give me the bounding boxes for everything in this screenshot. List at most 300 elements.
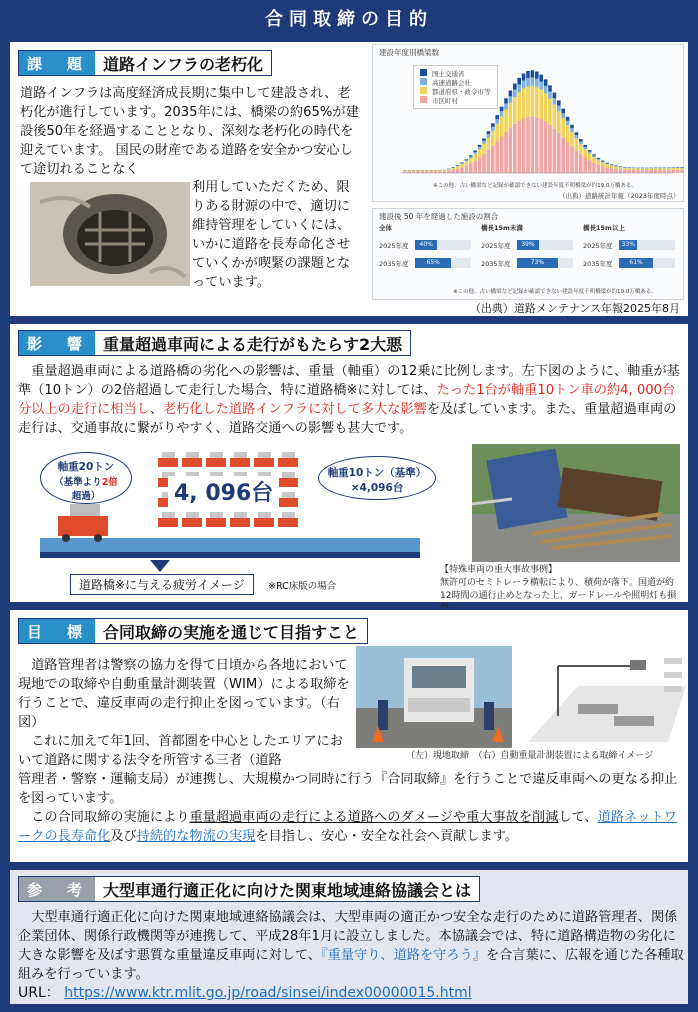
histogram-bar-segment (531, 70, 535, 77)
histogram-bar-segment (539, 81, 543, 89)
histogram-bar-segment (522, 88, 526, 118)
histogram-bar-segment (495, 141, 499, 173)
small-truck-icon (278, 458, 298, 467)
accident-caption-text: 無許可のセミトレーラ横転により、積荷が落下。国道が約12時間の通行止めとなった上、ガードレールや照明灯も損 (440, 578, 677, 601)
ratio-group (481, 223, 577, 268)
deteriorated-deck-photo (30, 182, 190, 286)
ratio-bar-track (415, 258, 471, 268)
histogram-bar-segment (570, 125, 574, 128)
histogram-bar-segment (495, 124, 499, 141)
histogram-bar-segment (548, 99, 552, 125)
histogram-bar-segment (579, 154, 583, 173)
ratio-group (379, 223, 475, 268)
histogram-bar-segment (592, 157, 596, 163)
histogram-bar-segment (645, 170, 649, 173)
histogram-bar-segment (487, 150, 491, 173)
histogram-bar-segment (504, 98, 508, 103)
histogram-bar-segment (649, 168, 653, 170)
small-truck-load (258, 512, 271, 518)
impact-heading: 重量超過車両による走行がもたらす2大悪 (103, 334, 403, 354)
histogram-bar-segment (539, 119, 543, 173)
histogram-bar-segment (447, 171, 451, 173)
histogram-bar-segment (632, 170, 636, 173)
histogram-bar-segment (473, 154, 477, 161)
histogram-bar-segment (610, 166, 614, 169)
section-impact (8, 322, 690, 604)
ratio-year: 2025年度 (481, 241, 511, 250)
histogram-bar-segment (654, 168, 658, 170)
small-truck-load (210, 452, 223, 458)
histogram-bar-segment (676, 168, 680, 170)
histogram-bar-segment (451, 168, 455, 170)
histogram-bar-segment (456, 165, 460, 166)
legend-swatch-expressway (420, 78, 427, 85)
legend-prefecture: 都道府県・政令市等 (432, 88, 491, 96)
histogram-bar-segment (676, 170, 680, 173)
ratio-group-title: 橋長15m以上 (583, 224, 625, 232)
histogram-bar-segment (517, 78, 521, 85)
histogram-bar-segment (539, 89, 543, 119)
histogram-bar-segment (531, 117, 535, 173)
histogram-bar-segment (570, 132, 574, 146)
histogram-bar-segment (522, 74, 526, 81)
small-truck-icon (182, 458, 202, 467)
histogram-bar-segment (504, 104, 508, 110)
histogram-bar-segment (680, 168, 684, 170)
histogram-bar-segment (491, 131, 495, 146)
histogram-bar-segment (605, 167, 609, 173)
histogram-bar-segment (614, 166, 618, 167)
small-truck-icon (158, 458, 178, 467)
impact-emphasis-2: 老朽化した道路インフラに対して多大な影響 (163, 402, 427, 417)
reference-tag-label: 参 考 (19, 877, 95, 901)
histogram-bar-segment (610, 168, 614, 173)
ratio-bar: 73% (517, 258, 558, 268)
histogram-bar-segment (619, 167, 623, 169)
histogram-bar-segment (429, 170, 433, 171)
histogram-bar-segment (561, 118, 565, 137)
ratio-bar: 61% (619, 258, 653, 268)
goal-paragraph-2b: 管理者・警察・運輸支局）が連携し、大規模かつ同時に行う『合同取締』を行うことで違反車両への更なる抑止を図っています。 (18, 772, 678, 806)
histogram-bar-segment (438, 170, 442, 171)
goal-highlight-1: 道路ネットワークの長寿命化 (18, 810, 677, 844)
histogram-bar-segment (535, 117, 539, 173)
histogram-bar-segment (407, 170, 411, 171)
histogram-bar-segment (526, 86, 530, 117)
fatigue-label: 道路橋※に与える疲労イメージ (70, 574, 254, 595)
histogram-bar-segment (469, 155, 473, 156)
histogram-bar-segment (509, 128, 513, 173)
histogram-bar-segment (473, 161, 477, 173)
histogram-bar-segment (491, 146, 495, 173)
histogram-bar-segment (482, 138, 486, 140)
histogram-bar-segment (465, 165, 469, 173)
ratio-group (583, 223, 679, 268)
small-truck-icon (254, 458, 274, 467)
ratio-year: 2025年度 (583, 241, 613, 250)
histogram-bar-segment (526, 71, 530, 78)
bridge-count-chart (372, 44, 684, 202)
accident-photo (472, 444, 680, 562)
histogram-bar-segment (658, 168, 662, 170)
histogram-bar-segment (412, 170, 416, 171)
small-truck-icon (278, 478, 298, 487)
ratio-bar: 33% (619, 240, 637, 250)
histogram-bar-segment (548, 92, 552, 99)
histogram-bar-segment (641, 170, 645, 173)
legend-swatch-mlit (420, 69, 427, 76)
histogram-bar-segment (403, 170, 407, 171)
histogram-bar-segment (513, 90, 517, 97)
histogram-bar-segment (535, 72, 539, 79)
standard-axle-bubble: 軸重10トン（基準） ×4,096台 (318, 456, 436, 500)
small-truck-load (162, 512, 175, 518)
histogram-bar-segment (447, 169, 451, 170)
histogram-bar-segment (539, 75, 543, 82)
reference-tag (18, 876, 480, 902)
goal-underline: 重量超過車両の走行による道路へのダメージや重大事故を削減 (189, 810, 559, 825)
histogram-bar-segment (491, 127, 495, 131)
histogram-bar-segment (465, 160, 469, 161)
small-truck-icon (230, 458, 250, 467)
histogram-bar-segment (583, 158, 587, 173)
histogram-bar-segment (544, 79, 548, 86)
histogram-bar-segment (509, 96, 513, 103)
bridge-chart-source: （出典）道路統計年報（2023年度時点） (559, 192, 680, 200)
histogram-bar-segment (645, 168, 649, 170)
legend-swatch-municipal (420, 96, 427, 103)
ratio-bar-track (619, 258, 675, 268)
histogram-bar-segment (478, 147, 482, 149)
histogram-bar-segment (566, 125, 570, 142)
ratio-bar-track (619, 240, 675, 250)
histogram-bar-segment (544, 93, 548, 121)
histogram-bar-segment (535, 87, 539, 117)
histogram-bar-segment (566, 121, 570, 125)
histogram-bar-segment (509, 103, 513, 128)
histogram-bar-segment (597, 160, 601, 165)
goal-highlight-2: 持続的な物流の実現 (136, 829, 256, 844)
bridge-chart-title: 建設年度別橋梁数 (379, 48, 439, 57)
histogram-bar-segment (583, 145, 587, 147)
histogram-bar-segment (579, 141, 583, 144)
histogram-bar-segment (601, 161, 605, 162)
histogram-bar-segment (469, 157, 473, 158)
histogram-bar-segment (526, 78, 530, 86)
histogram-bar-segment (575, 151, 579, 173)
histogram-bar-segment (557, 105, 561, 111)
fatigue-note: ※RC床版の場合 (268, 581, 337, 592)
ratio-group-title: 橋長15m未満 (481, 224, 523, 232)
reference-paragraph: 大型車通行適正化に向けた関東地域連絡協議会は、大型車両の適正かつ安全な走行のために道路管理者、関係企業団体、関係行政機関等が連携して、平成28年1月に設立しました。本協議会では、特に道路構造物の劣化に大きな影響を及ぼす悪質な重量違反車両に対して、『重量守り、道路を守ろう』を合言葉に、広報を通じた各種取組みを行っています。 (18, 910, 684, 982)
histogram-bar-segment (579, 139, 583, 141)
histogram-bar-segment (526, 117, 530, 173)
small-truck-icon (182, 518, 202, 527)
histogram-bar-segment (601, 161, 605, 162)
histogram-bar-segment (605, 164, 609, 167)
histogram-bar-segment (588, 160, 592, 173)
bridge-chart-note: ※この他、古い橋梁など記録が確認できない建設年度不明橋梁が約19.0万橋ある。 (433, 183, 637, 189)
goal-paragraph-2a: これに加えて年1回、首都圏を中心としたエリアにおいて道路に関する法令を所管する三者（道路 (18, 734, 343, 768)
histogram-bar-segment (456, 166, 460, 168)
ratio-bar: 65% (415, 258, 451, 268)
histogram-bar-segment (588, 152, 592, 154)
histogram-bar-segment (482, 154, 486, 173)
section-goal (8, 608, 690, 864)
histogram-bar-segment (627, 170, 631, 173)
histogram-bar-segment (575, 135, 579, 138)
histogram-bar-segment (535, 79, 539, 87)
histogram-bar-segment (623, 168, 627, 170)
histogram-bar-segment (491, 123, 495, 126)
small-truck-load (210, 512, 223, 518)
histogram-bar-segment (601, 166, 605, 173)
histogram-bar-segment (614, 169, 618, 173)
small-truck-load (234, 452, 247, 458)
histogram-bar-segment (553, 105, 557, 129)
enforcement-photo (356, 646, 512, 748)
histogram-bar-segment (636, 168, 640, 170)
histogram-bar-segment (460, 167, 464, 173)
histogram-bar-segment (588, 154, 592, 161)
small-truck-load (186, 452, 199, 458)
ratio-bar: 39% (517, 240, 539, 250)
histogram-bar-segment (487, 134, 491, 137)
histogram-bar-segment (473, 151, 477, 153)
histogram-bar-segment (614, 167, 618, 169)
histogram-bar-segment (561, 113, 565, 118)
histogram-bar-segment (500, 111, 504, 116)
small-truck-icon (206, 458, 226, 467)
histogram-bar-segment (500, 136, 504, 173)
issue-tag (18, 50, 272, 76)
reference-slogan: 『重量守り、道路を守ろう』 (321, 948, 486, 963)
section-reference (8, 868, 690, 1006)
ratio-bar: 40% (415, 240, 437, 250)
histogram-bar-segment (566, 117, 570, 121)
histogram-bar-segment (460, 164, 464, 167)
histogram-bar-segment (544, 86, 548, 93)
small-truck-icon (254, 518, 274, 527)
histogram-bar-segment (592, 154, 596, 155)
histogram-bar-segment (619, 169, 623, 173)
page-title: 合同取締の目的 (0, 0, 698, 40)
histogram-bar-segment (671, 168, 675, 170)
histogram-bar-segment (513, 124, 517, 173)
histogram-bar-segment (469, 158, 473, 163)
small-truck-icon (278, 498, 298, 507)
histogram-bar-segment (522, 118, 526, 173)
histogram-bar-segment (478, 158, 482, 173)
histogram-bar-segment (482, 141, 486, 144)
histogram-bar-segment (588, 150, 592, 152)
heavy-axle-bubble: 軸重20トン （基準より2倍 超過） (40, 452, 132, 504)
goal-heading: 合同取締の実施を通じて目指すこと (103, 622, 360, 642)
histogram-bar-segment (548, 85, 552, 91)
histogram-bar-segment (583, 149, 587, 157)
histogram-bar-segment (504, 109, 508, 131)
histogram-bar-segment (605, 163, 609, 164)
histogram-bar-segment (460, 163, 464, 164)
histogram-bar-segment (557, 133, 561, 173)
histogram-bar-segment (478, 149, 482, 157)
histogram-bar-segment (553, 98, 557, 104)
histogram-bar-segment (425, 170, 429, 171)
impact-tag-label: 影 響 (19, 331, 95, 355)
goal-paragraph-3: この合同取締の実施により重量超過車両の走行による道路へのダメージや重大事故を削減して、道路ネットワークの長寿命化及び持続的な物流の実現を目指し、安心・安全な社会へ貢献します。 (18, 810, 677, 844)
histogram-bar-segment (531, 86, 535, 117)
histogram-bar-segment (592, 163, 596, 173)
histogram-bar-segment (623, 170, 627, 173)
ratio-year: 2035年度 (481, 259, 511, 268)
histogram-bar-segment (597, 158, 601, 159)
histogram-bar-segment (500, 107, 504, 112)
legend-swatch-prefecture (420, 87, 427, 94)
histogram-bar-segment (583, 147, 587, 149)
issue-source: （出典）道路メンテナンス年報2025年8月 (469, 302, 680, 315)
wim-illustration (518, 646, 686, 748)
histogram-bar-segment (548, 125, 552, 173)
histogram-bar-segment (570, 147, 574, 173)
impact-tag (18, 330, 411, 356)
reference-url-row (18, 982, 472, 1002)
small-truck-load (162, 452, 175, 458)
histogram-bar-segment (473, 152, 477, 154)
histogram-bar-segment (482, 144, 486, 154)
issue-tag-label: 課 題 (19, 51, 95, 75)
small-truck-icon (206, 518, 226, 527)
ratio-row (481, 240, 577, 250)
small-truck-load (258, 452, 271, 458)
histogram-bar-segment (456, 169, 460, 173)
issue-paragraph: 道路インフラは高度経済成長期に集中して建設され、老朽化が進行しています。2035年には、橋梁の約65%が建設後50年を経過することとなり、深刻な老朽化の時代を迎えています。 国民の財産である道路を安全かつ安心して途切れることなく (20, 86, 359, 177)
histogram-bar-segment (531, 78, 535, 86)
small-truck-icon (158, 518, 178, 527)
section-issue (8, 40, 690, 318)
histogram-bar-segment (663, 168, 667, 170)
histogram-bar-segment (610, 164, 614, 165)
histogram-bar-segment (478, 145, 482, 147)
histogram-bar-segment (627, 168, 631, 170)
histogram-bar-segment (421, 170, 425, 171)
histogram-bar-segment (465, 161, 469, 165)
histogram-bar-segment (663, 170, 667, 173)
histogram-bar-segment (561, 138, 565, 173)
histogram-bar-segment (605, 163, 609, 164)
ratio-bar-track (517, 258, 573, 268)
ratio-year: 2025年度 (379, 241, 409, 250)
histogram-bar-segment (504, 132, 508, 173)
histogram-bar-segment (658, 170, 662, 173)
accident-caption-title: 【特殊車両の重大事故事例】 (440, 565, 558, 575)
small-truck-load (282, 452, 295, 458)
histogram-bar-segment (654, 170, 658, 173)
histogram-bar-segment (597, 165, 601, 173)
histogram-bar-segment (509, 90, 513, 96)
histogram-bar-segment (561, 109, 565, 114)
histogram-bar-segment (517, 84, 521, 92)
ratio-row (583, 240, 679, 250)
small-truck-load (282, 492, 295, 498)
small-truck-load (234, 512, 247, 518)
histogram-bar-segment (671, 170, 675, 173)
histogram-bar-segment (517, 92, 521, 121)
histogram-bar-segment (553, 93, 557, 99)
histogram-bar-segment (601, 162, 605, 166)
ratio-row (481, 258, 577, 268)
histogram-bar-segment (597, 159, 601, 160)
histogram-bar-segment (517, 121, 521, 173)
legend-mlit: 国土交通省 (432, 70, 465, 78)
ratio-year: 2035年度 (379, 259, 409, 268)
truck-count: 4, 096台 (168, 476, 279, 507)
histogram-bar-segment (487, 137, 491, 150)
bridge-chart-legend (413, 65, 498, 109)
histogram-bar-segment (557, 111, 561, 133)
histogram-bar-segment (667, 170, 671, 173)
histogram-bar-segment (667, 168, 671, 170)
histogram-bar-segment (636, 170, 640, 173)
histogram-bar-segment (566, 142, 570, 173)
histogram-bar-segment (460, 163, 464, 164)
histogram-bar-segment (513, 97, 517, 124)
legend-municipal: 市区町村 (432, 97, 458, 105)
histogram-bar-segment (649, 170, 653, 173)
ratio-bar-track (517, 240, 573, 250)
histogram-bar-segment (443, 170, 447, 171)
histogram-bar-segment (544, 121, 548, 173)
histogram-bar-segment (579, 144, 583, 154)
ratio-group-title: 全体 (379, 224, 392, 232)
enforcement-caption: （左）現地取締 （右）自動重量計測装置による取締イメージ (406, 751, 654, 761)
goal-paragraph-1: 道路管理者は警察の協力を得て日頃から各地において現地での取締や自動重量計測装置（WIM）による取締を行うことで、違反車両の走行抑止を図っています。（右図） (18, 658, 350, 730)
issue-heading: 道路インフラの老朽化 (103, 54, 264, 74)
url-label: URL： (18, 985, 60, 1001)
histogram-bar-segment (500, 117, 504, 137)
histogram-bar-segment (416, 170, 420, 171)
histogram-bar-segment (641, 168, 645, 170)
ratio-chart-note: ※この他、古い橋梁など記録が確認できない建設年度不明橋梁が約19.0万橋ある。 (453, 289, 657, 295)
small-truck-load (186, 512, 199, 518)
reference-url-link[interactable]: https://www.ktr.mlit.go.jp/road/sinsei/index00000015.html (64, 985, 472, 1001)
histogram-bar-segment (522, 80, 526, 88)
histogram-bar-segment (575, 132, 579, 135)
histogram-bar-segment (570, 128, 574, 132)
ratio-row (583, 258, 679, 268)
small-truck-load (282, 512, 295, 518)
histogram-bar-segment (592, 156, 596, 157)
impact-emphasis-1: たった1台が軸重10トン車の約4, 000台分以上の走行に相当し (18, 383, 676, 417)
histogram-bar-segment (513, 84, 517, 90)
histogram-bar-segment (451, 170, 455, 173)
small-truck-load (282, 472, 295, 478)
ratio-chart-title: 建設後 50 年を経過した施設の割合 (379, 212, 499, 221)
ratio-bar-track (415, 240, 471, 250)
ratio-year: 2035年度 (583, 259, 613, 268)
histogram-bar-segment (680, 170, 684, 173)
aged-bridge-ratio-chart (372, 208, 684, 300)
histogram-bar-segment (610, 165, 614, 166)
legend-expressway: 高速道路会社 (432, 79, 471, 87)
histogram-bar-segment (553, 129, 557, 173)
impact-paragraph: 重量超過車両による道路橋の劣化への影響は、重量（軸重）の12乗に比例します。左下図のように、軸重が基準（10トン）の2倍超過して走行した場合、特に道路橋※に対しては、たった1台が軸重10トン車の約4, 000台分以上の走行に相当し、老朽化した道路インフラに対して多大な影響を及ぼしています。また、重量超過車両の走行は、交通事故に繋がりやすく、道路交通への影響も甚大です。 (18, 364, 680, 436)
histogram-bar-segment (456, 166, 460, 167)
histogram-bar-segment (495, 119, 499, 124)
small-truck-icon (230, 518, 250, 527)
histogram-bar-segment (619, 167, 623, 168)
small-truck-icon (278, 518, 298, 527)
ratio-row (379, 258, 475, 268)
